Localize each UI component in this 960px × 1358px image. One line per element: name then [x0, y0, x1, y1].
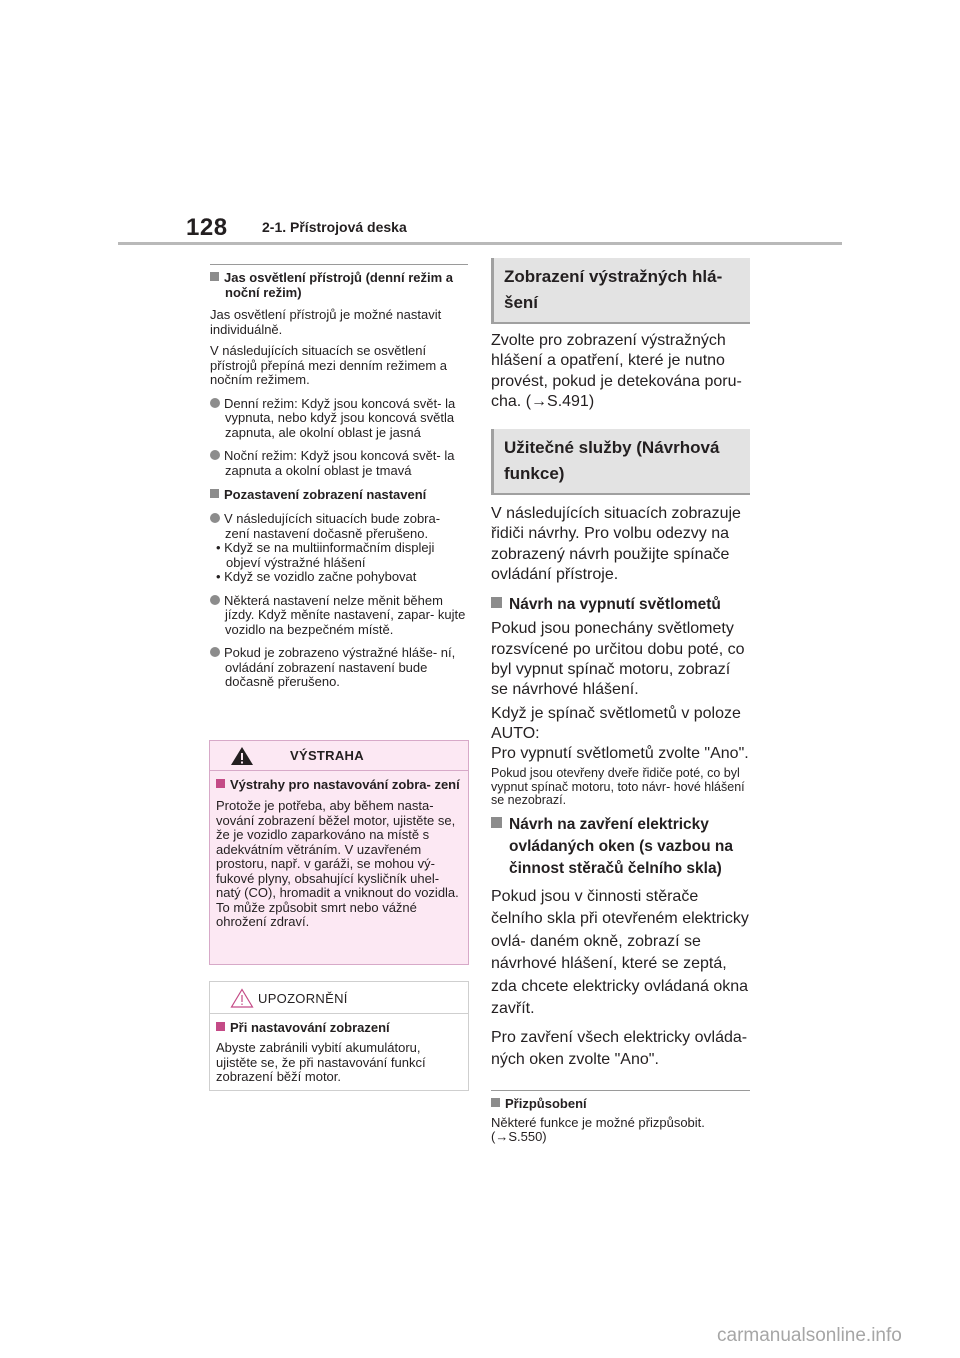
round-bullet-icon [210, 450, 220, 460]
square-bullet-icon [210, 272, 219, 281]
right-column [491, 258, 750, 1145]
warning-box-title-bar [210, 741, 468, 771]
round-bullet-icon [210, 398, 220, 408]
banner-warning-messages: Zobrazení výstražných hlá- šení [491, 258, 750, 324]
header-rule [118, 242, 842, 245]
note: Některé funkce je možné přizpůsobit. (→S.550) [491, 1114, 705, 1145]
paragraph: Zvolte pro zobrazení výstražných hlášení a opatření, které je nutno provést, pokud je detekována poru- cha. (→S.491) [491, 332, 742, 410]
round-bullet-icon [210, 513, 220, 523]
paragraph: V následujících situacích zobrazuje řidiči návrhy. Pro volbu odezvy na zobrazený návrh použijte spínače ovládání přístroje. [491, 505, 741, 584]
section-title: 2-1. Přístrojová deska [262, 219, 407, 235]
caution-title: UPOZORNĚNÍ [258, 991, 348, 1006]
paragraph: Pro vypnutí světlometů zvolte "Ano". [491, 745, 749, 763]
caution-triangle-icon [230, 988, 254, 1008]
note: Pokud jsou otevřeny dveře řidiče poté, co byl vypnut spínač motoru, toto návr- hové hlášení se nezobrazí. [491, 766, 745, 808]
caution-text: Abyste zabránili vybití akumulátoru, ujistěte se, že při nastavování funkcí zobrazení běží motor. [216, 1040, 426, 1084]
paragraph: V následujících situacích se osvětlení přístrojů přepíná mezi denním režimem a nočním režimem. [210, 343, 447, 387]
heading-windows: Návrh na zavření elektricky ovládaných oken (s vazbou na činnost stěračů čelního skla) [491, 814, 750, 880]
heading-pause-display: Pozastavení zobrazení nastavení [210, 487, 468, 502]
page-header [0, 0, 960, 250]
paragraph: Když je spínač světlometů v poloze AUTO: [491, 704, 741, 742]
bullet-item: V následujících situacích bude zobra- zení nastavení dočasně přerušeno. [210, 512, 468, 541]
caution-box [209, 981, 469, 1091]
paragraph: Pokud jsou ponechány světlomety rozsvícené po určitou dobu poté, co byl vypnut spínač motoru, zobrazí se návrhové hlášení. [491, 620, 745, 699]
left-column [210, 270, 468, 690]
square-bullet-icon [216, 1022, 225, 1031]
warning-triangle-icon [230, 746, 254, 766]
bullet-item: Denní režim: Když jsou koncová svět- la vypnuta, nebo když jsou koncová světla zapnuta, ale okolní oblast je jasná [210, 397, 468, 441]
heading-customization: Přizpůsobení [491, 1096, 750, 1111]
square-bullet-icon [210, 489, 219, 498]
sub-bullet-item: • Když se na multiinformačním displeji objeví výstražné hlášení [216, 540, 435, 570]
page-number: 128 [186, 214, 228, 241]
warning-heading: Výstrahy pro nastavování zobra- zení [216, 777, 462, 792]
banner-useful-services: Užitečné služby (Návrhová funkce) [491, 429, 750, 495]
right-column-rule [491, 1090, 750, 1091]
bullet-item: Některá nastavení nelze měnit během jízdy. Když měníte nastavení, zapar- kujte vozidlo na bezpečném místě. [210, 594, 468, 638]
bullet-item: Noční režim: Když jsou koncová svět- la zapnuta a okolní oblast je tmavá [210, 449, 468, 478]
round-bullet-icon [210, 647, 220, 657]
square-bullet-icon [491, 817, 502, 828]
sub-bullet-item: • Když se vozidlo začne pohybovat [216, 569, 417, 584]
bullet-item: Pokud je zobrazeno výstražné hláše- ní, ovládání zobrazení nastavení bude dočasně přerušeno. [210, 646, 468, 690]
warning-box-body [210, 771, 468, 930]
warning-box [209, 740, 469, 965]
square-bullet-icon [491, 1098, 500, 1107]
paragraph: Jas osvětlení přístrojů je možné nastavit individuálně. [210, 307, 442, 337]
round-bullet-icon [210, 595, 220, 605]
paragraph: Pro zavření všech elektricky ovláda- ných oken zvolte "Ano". [491, 1028, 748, 1069]
warning-title: VÝSTRAHA [290, 748, 364, 763]
caution-box-title-bar [210, 982, 468, 1014]
watermark: carmanualsonline.info [717, 1325, 902, 1346]
left-column-rule [210, 264, 468, 265]
warning-text: Protože je potřeba, aby během nasta- vování zobrazení běžel motor, ujistěte se, že je vozidlo zaparkováno na místě s adekvátním větráním. V uzavřeném prostoru, např. v garáži, se mohou vý- fukové plyny, obsahující kysličník uhel- natý (CO), hromadit a vniknout do vozidla. To může způsobit smrt nebo vážné ohrožení zdraví. [216, 798, 459, 929]
heading-headlights: Návrh na vypnutí světlometů [491, 594, 750, 616]
caution-heading: Při nastavování zobrazení [216, 1020, 462, 1035]
square-bullet-icon [216, 779, 225, 788]
square-bullet-icon [491, 597, 502, 608]
heading-brightness: Jas osvětlení přístrojů (denní režim a noční režim) [210, 270, 468, 300]
paragraph: Pokud jsou v činnosti stěrače čelního skla při otevřeném elektricky ovlá- daném okně, zobrazí se návrhové hlášení, které se zeptá, zda chcete elektricky ovládaná okna zavřít. [491, 887, 749, 1018]
caution-box-body [210, 1014, 468, 1085]
